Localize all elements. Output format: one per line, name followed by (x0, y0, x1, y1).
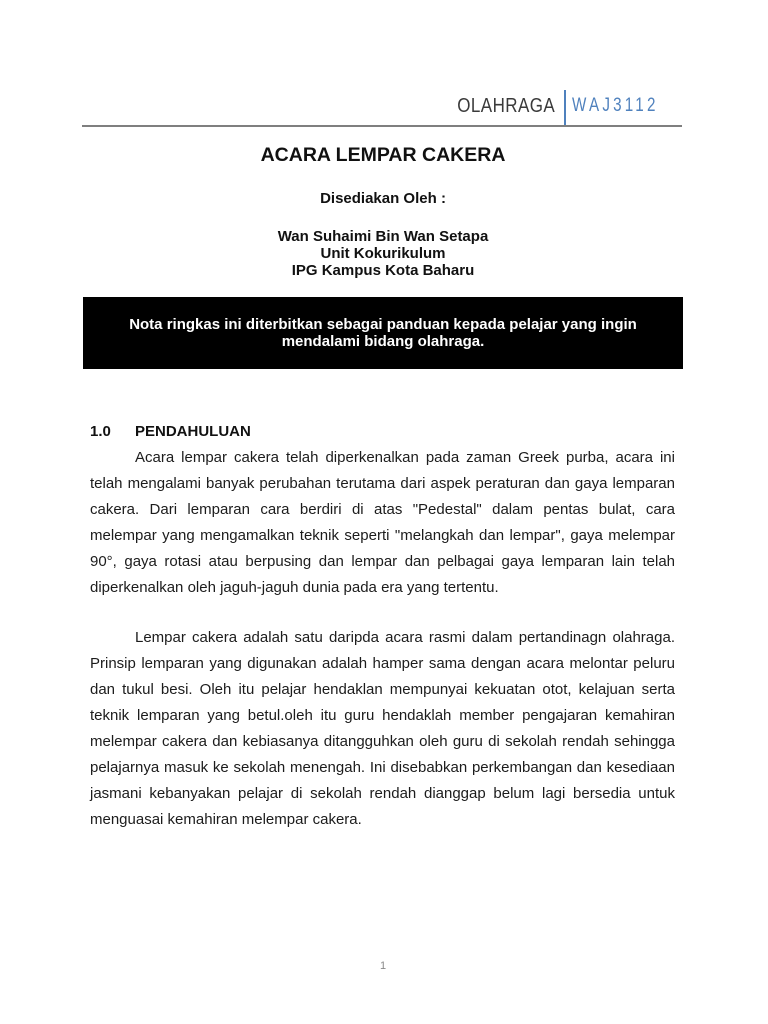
paragraph-line: cakera. Dari lemparan cara berdiri di atas "Pedestal" dalam pentas bulat, cara (90, 501, 675, 518)
document-title: ACARA LEMPAR CAKERA (260, 144, 506, 166)
paragraph-line: Acara lempar cakera telah diperkenalkan pada zaman Greek purba, acara ini (135, 449, 675, 466)
author-block (0, 228, 766, 279)
author-institution: IPG Kampus Kota Baharu (291, 262, 475, 279)
author-name: Wan Suhaimi Bin Wan Setapa (277, 228, 489, 245)
header-course-code: WAJ3112 (572, 95, 659, 116)
author-unit: Unit Kokurikulum (320, 245, 446, 262)
notice-line: mendalami bidang olahraga. (281, 333, 485, 350)
paragraph-line: diperkenalkan oleh jaguh-jaguh dunia pada era yang tertentu. (90, 579, 499, 596)
prepared-by-label: Disediakan Oleh : (320, 190, 446, 207)
notice-line: Nota ringkas ini diterbitkan sebagai panduan kepada pelajar yang ingin (129, 316, 637, 333)
paragraph-line: melempar cakera dan kebiasanya ditangguhkan oleh guru di sekolah rendah sehingga (90, 733, 675, 750)
paragraph-line: jasmani kebanyakan pelajar di sekolah rendah dianggap belum lagi bersedia untuk (90, 785, 675, 802)
paragraph-line: dan tukul besi. Oleh itu pelajar hendaklan mempunyai kekuatan otot, kelajuan serta (90, 681, 675, 698)
paragraph-line: melempar yang mengamalkan teknik seperti "melangkah dan lempar", gaya melempar (90, 527, 675, 544)
paragraph-line: 90°, gaya rotasi atau berpusing dan lempar dan pelbagai gaya lemparan lain telah (90, 553, 675, 570)
paragraph-line: menguasai kemahiran melempar cakera. (90, 811, 362, 828)
paragraph-line: telah mengalami banyak perubahan terutama dari aspek peraturan dan gaya lemparan (90, 475, 675, 492)
section-heading (90, 419, 251, 445)
header-subject: OLAHRAGA (457, 95, 555, 117)
header-divider (564, 90, 566, 126)
section-title: PENDAHULUAN (135, 423, 251, 440)
paragraph-line: Prinsip lemparan yang digunakan adalah hamper sama dengan acara melontar peluru (90, 655, 675, 672)
paragraph-1 (90, 445, 675, 601)
paragraph-line: pelajarnya masuk ke sekolah menengah. Ini disebabkan perkembangan dan kesediaan (90, 759, 675, 776)
paragraph-line: Lempar cakera adalah satu daripda acara rasmi dalam pertandinagn olahraga. (135, 629, 675, 646)
paragraph-line: teknik lemparan yang betul.oleh itu guru hendaklah member pengajaran kemahiran (90, 707, 675, 724)
notice-box (83, 297, 683, 369)
page-number: 1 (379, 960, 387, 972)
paragraph-2 (90, 625, 675, 833)
section-number: 1.0 (90, 423, 111, 440)
header-rule (82, 125, 682, 127)
